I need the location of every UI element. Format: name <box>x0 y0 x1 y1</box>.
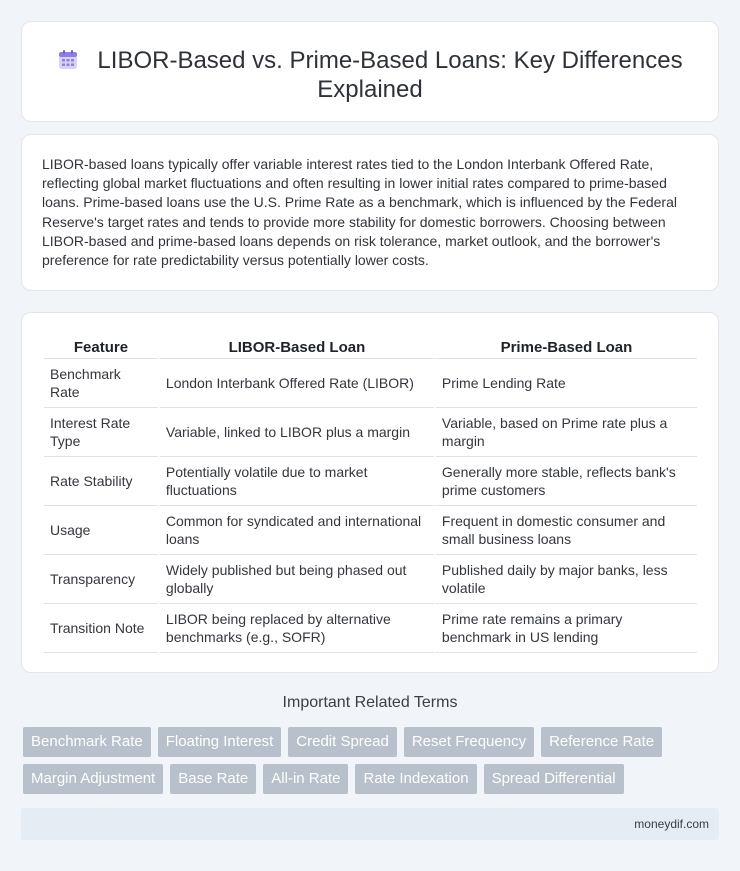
term-tag[interactable]: Spread Differential <box>484 764 624 794</box>
summary-card <box>21 134 719 291</box>
libor-cell: LIBOR being replaced by alternative benchmarks (e.g., SOFR) <box>160 604 434 653</box>
summary-text: LIBOR-based loans typically offer variable interest rates tied to the London Interbank Offered Rate, reflecting global market fluctuations and often resulting in lower initial rates compared to prime-based loans. Prime-based loans use the U.S. Prime Rate as a benchmark, which is influenced by the Federal Reserve's target rates and tends to provide more stability for domestic borrowers. Choosing between LIBOR-based and prime-based loans depends on risk tolerance, market outlook, and the borrower's preference for rate predictability versus potentially lower costs. <box>42 156 677 269</box>
prime-cell: Published daily by major banks, less volatile <box>436 555 697 604</box>
feature-cell: Rate Stability <box>44 457 158 506</box>
table-header-row <box>44 333 697 359</box>
term-tag[interactable]: Margin Adjustment <box>23 764 163 794</box>
feature-cell: Transition Note <box>44 604 158 653</box>
term-tag[interactable]: Reset Frequency <box>404 727 534 757</box>
term-tag[interactable]: Base Rate <box>170 764 256 794</box>
header-feature: Feature <box>44 333 158 359</box>
title-card <box>21 21 719 122</box>
comparison-table-card <box>21 312 719 673</box>
title-line-2: Explained <box>317 76 423 103</box>
page-title <box>22 46 718 104</box>
table-row <box>44 506 697 555</box>
prime-cell: Frequent in domestic consumer and small business loans <box>436 506 697 555</box>
term-tag[interactable]: Credit Spread <box>288 727 397 757</box>
feature-cell: Usage <box>44 506 158 555</box>
table-row <box>44 457 697 506</box>
libor-cell: Common for syndicated and international loans <box>160 506 434 555</box>
site-credit[interactable]: moneydif.com <box>634 817 709 831</box>
table-row <box>44 408 697 457</box>
table-row <box>44 604 697 653</box>
table-row <box>44 359 697 408</box>
feature-cell: Interest Rate Type <box>44 408 158 457</box>
prime-cell: Prime Lending Rate <box>436 359 697 408</box>
feature-cell: Benchmark Rate <box>44 359 158 408</box>
term-tag[interactable]: Reference Rate <box>541 727 662 757</box>
libor-cell: Widely published but being phased out globally <box>160 555 434 604</box>
footer <box>21 808 719 840</box>
term-tag[interactable]: Floating Interest <box>158 727 282 757</box>
table-row <box>44 555 697 604</box>
term-tag[interactable]: All-in Rate <box>263 764 348 794</box>
term-tag[interactable]: Rate Indexation <box>355 764 476 794</box>
calendar-icon <box>57 49 79 71</box>
prime-cell: Prime rate remains a primary benchmark in US lending <box>436 604 697 653</box>
feature-cell: Transparency <box>44 555 158 604</box>
header-libor: LIBOR-Based Loan <box>160 333 434 359</box>
libor-cell: London Interbank Offered Rate (LIBOR) <box>160 359 434 408</box>
comparison-table <box>42 333 699 653</box>
prime-cell: Generally more stable, reflects bank's prime customers <box>436 457 697 506</box>
libor-cell: Variable, linked to LIBOR plus a margin <box>160 408 434 457</box>
related-terms-heading: Important Related Terms <box>282 694 458 711</box>
libor-cell: Potentially volatile due to market fluctuations <box>160 457 434 506</box>
term-tag[interactable]: Benchmark Rate <box>23 727 151 757</box>
prime-cell: Variable, based on Prime rate plus a margin <box>436 408 697 457</box>
title-line-1: LIBOR-Based vs. Prime-Based Loans: Key Differences <box>97 47 683 74</box>
related-terms-list <box>23 727 723 801</box>
header-prime: Prime-Based Loan <box>436 333 697 359</box>
